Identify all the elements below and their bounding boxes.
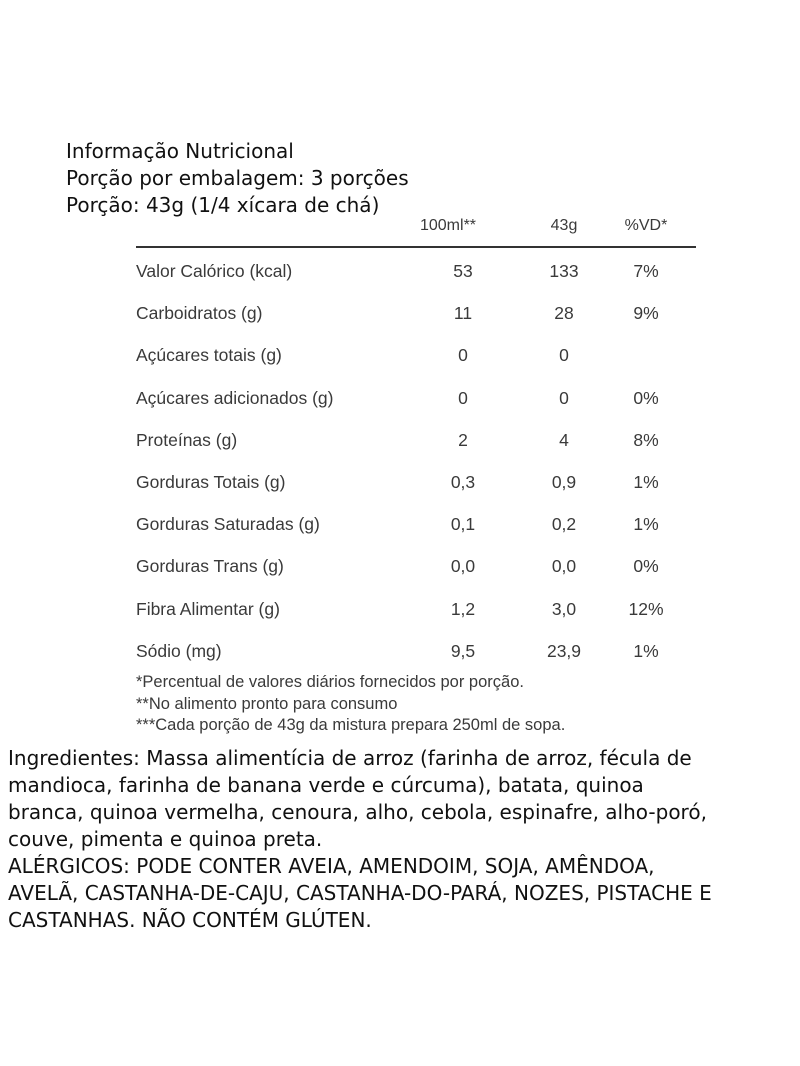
value-43g: 0 bbox=[559, 345, 569, 366]
value-43g: 0,0 bbox=[551, 556, 577, 577]
nutrition-title: Informação Nutricional bbox=[66, 139, 294, 163]
table-footnotes bbox=[136, 672, 756, 737]
table-row bbox=[136, 248, 696, 290]
value-100ml: 53 bbox=[453, 261, 473, 281]
table-header bbox=[136, 214, 696, 248]
value-vd: 0% bbox=[633, 556, 659, 577]
nutrient-name: Sódio (mg) bbox=[136, 640, 222, 661]
value-vd: 8% bbox=[633, 429, 659, 450]
value-43g: 28 bbox=[554, 303, 574, 324]
ingredients-line: couve, pimenta e quinoa preta. bbox=[8, 827, 323, 851]
value-vd: 1% bbox=[633, 640, 659, 661]
nutrition-header bbox=[66, 138, 766, 219]
value-100ml: 9,5 bbox=[450, 640, 476, 661]
table-row bbox=[136, 417, 696, 459]
value-43g: 3,0 bbox=[551, 598, 577, 619]
allergens-line: ALÉRGICOS: PODE CONTER AVEIA, AMENDOIM, SOJA, AMÊNDOA, bbox=[8, 854, 655, 878]
value-vd: 7% bbox=[633, 261, 659, 281]
table-row bbox=[136, 290, 696, 332]
table-row bbox=[136, 586, 696, 628]
ingredients-line: Ingredientes: Massa alimentícia de arroz (farinha de arroz, fécula de bbox=[8, 746, 692, 770]
nutrient-name: Gorduras Trans (g) bbox=[136, 556, 284, 577]
value-100ml: 1,2 bbox=[450, 598, 476, 619]
value-43g: 0,2 bbox=[551, 514, 577, 535]
table-row bbox=[136, 332, 696, 374]
value-100ml: 0,1 bbox=[450, 514, 476, 535]
serving-size: Porção: 43g (1/4 xícara de chá) bbox=[66, 193, 380, 217]
footnote-vd: *Percentual de valores diários fornecidos por porção. bbox=[136, 673, 524, 691]
allergens-line: CASTANHAS. NÃO CONTÉM GLÚTEN. bbox=[8, 908, 372, 932]
value-43g: 0 bbox=[559, 387, 569, 408]
column-header-43g: 43g bbox=[550, 217, 578, 234]
allergens-line: AVELÃ, CASTANHA-DE-CAJU, CASTANHA-DO-PARÁ, NOZES, PISTACHE E bbox=[8, 881, 712, 905]
nutrient-name: Proteínas (g) bbox=[136, 429, 238, 450]
ingredients-block bbox=[8, 745, 798, 934]
nutrient-name: Açúcares adicionados (g) bbox=[136, 387, 334, 408]
table-row bbox=[136, 375, 696, 417]
value-43g: 133 bbox=[549, 261, 579, 281]
value-100ml: 11 bbox=[453, 303, 473, 324]
column-header-100ml: 100ml** bbox=[419, 217, 477, 234]
nutrient-name: Carboidratos (g) bbox=[136, 303, 263, 324]
value-43g: 23,9 bbox=[546, 640, 582, 661]
nutrient-name: Açúcares totais (g) bbox=[136, 345, 282, 366]
column-header-vd: %VD* bbox=[624, 217, 668, 234]
table-row bbox=[136, 628, 696, 670]
value-43g: 4 bbox=[559, 429, 569, 450]
ingredients-line: branca, quinoa vermelha, cenoura, alho, cebola, espinafre, alho-poró, bbox=[8, 800, 707, 824]
value-vd: 0% bbox=[633, 387, 659, 408]
value-100ml: 2 bbox=[458, 429, 468, 450]
value-100ml: 0,0 bbox=[450, 556, 476, 577]
value-100ml: 0,3 bbox=[450, 471, 476, 492]
table-row bbox=[136, 501, 696, 543]
servings-per-package: Porção por embalagem: 3 porções bbox=[66, 166, 409, 190]
table-row bbox=[136, 543, 696, 585]
ingredients-line: mandioca, farinha de banana verde e cúrcuma), batata, quinoa bbox=[8, 773, 644, 797]
nutrient-name: Gorduras Saturadas (g) bbox=[136, 514, 320, 535]
nutrient-name: Fibra Alimentar (g) bbox=[136, 598, 280, 619]
nutrient-name: Valor Calórico (kcal) bbox=[136, 261, 293, 281]
value-vd: 12% bbox=[628, 598, 664, 619]
nutrition-table bbox=[136, 214, 696, 670]
table-row bbox=[136, 459, 696, 501]
nutrient-name: Gorduras Totais (g) bbox=[136, 471, 286, 492]
value-100ml: 0 bbox=[458, 387, 468, 408]
value-100ml: 0 bbox=[458, 345, 468, 366]
footnote-ready-to-eat: **No alimento pronto para consumo bbox=[136, 694, 398, 713]
value-43g: 0,9 bbox=[551, 471, 577, 492]
value-vd: 1% bbox=[633, 471, 659, 492]
value-vd: 9% bbox=[633, 303, 659, 324]
footnote-preparation: ***Cada porção de 43g da mistura prepara 250ml de sopa. bbox=[136, 716, 566, 734]
value-vd: 1% bbox=[633, 514, 659, 535]
